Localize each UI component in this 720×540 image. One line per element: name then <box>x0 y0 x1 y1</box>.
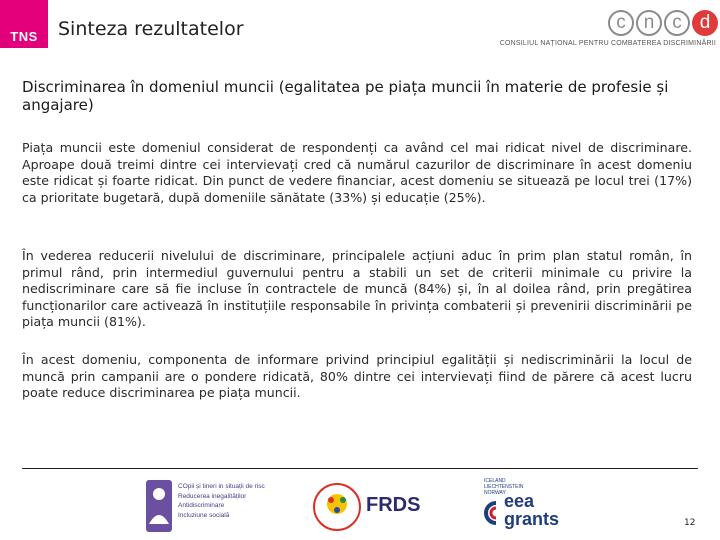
cncd-logo-subtitle: CONSILIUL NAȚIONAL PENTRU COMBATEREA DISCRIMINĂRII <box>499 40 716 47</box>
tns-logo-text: TNS <box>10 29 38 44</box>
footer-divider <box>22 468 698 469</box>
eea-grants-logo <box>482 478 572 534</box>
grants-word: grants <box>504 509 560 529</box>
eea-small-line-1: ICELAND <box>484 478 506 484</box>
cncd-logo-circles <box>608 10 718 36</box>
paragraph-3: În acest domeniu, componenta de informare privind principiul egalității și nediscriminării la locul de muncă prin campanii are o pondere ridicată, 80% dintre cei intervievați fiind de părere că acest lucru poate reduce discriminarea pe piața muncii. <box>22 352 692 400</box>
program-logo-line-4: Incluziune socială <box>178 511 230 519</box>
frds-logo <box>312 480 421 536</box>
paragraph-2: În vederea reducerii nivelului de discriminare, principalele acțiuni aduc în prim plan statul român, în primul rând, prin intermediul guvernului pentru a stabili un set de criterii minimale cu privire la nediscriminare care să fie incluse în contractele de muncă (84%) și, în al doilea rând, prin pregătirea funcționarilor care activează în instituțiile responsabile în privința combaterii și prevenirii discriminării pe piața muncii (81%). <box>22 248 692 329</box>
eea-small-line-2: LIECHTENSTEIN <box>484 484 524 490</box>
eea-word: eea <box>504 491 535 511</box>
eea-swirl-icon <box>482 500 500 526</box>
slide-title: Sinteza rezultatelor <box>58 18 244 40</box>
program-logo-text <box>178 482 265 520</box>
program-logo-line-2: Reducerea inegalităților <box>178 492 247 500</box>
cncd-letter-d: d <box>692 10 718 36</box>
program-logo-line-3: Antidiscriminare <box>178 502 225 509</box>
cncd-letter-c1: c <box>608 10 634 36</box>
cncd-letter-n: n <box>636 10 662 36</box>
eea-grants-text <box>504 492 559 528</box>
frds-emblem-icon <box>312 480 362 534</box>
page-number: 12 <box>684 518 696 528</box>
program-logo <box>144 478 284 534</box>
program-logo-line-1: COpii și tineri in situații de risc <box>178 483 265 490</box>
section-heading: Discriminarea în domeniul muncii (egalitatea pe piața muncii în materie de profesie și angajare) <box>22 78 669 114</box>
eea-small-line-3: NORWAY <box>484 490 506 496</box>
paragraph-1: Piața muncii este domeniul considerat de respondenți ca având cel mai ridicat nivel de discriminare. Aproape două treimi dintre cei intervievați cred că numărul cazurilor de discriminare în acest domeniu este ridicat și foarte ridicat. Din punct de vedere financiar, acest domeniu se situează pe locul trei (17%) ca prioritate bugetară, după domeniile sănătate (33%) și educație (25%). <box>22 140 692 205</box>
cncd-logo <box>499 10 718 50</box>
hands-icon <box>144 480 174 532</box>
frds-logo-text: FRDS <box>366 494 421 516</box>
cncd-letter-c2: c <box>664 10 690 36</box>
tns-logo <box>0 0 48 48</box>
